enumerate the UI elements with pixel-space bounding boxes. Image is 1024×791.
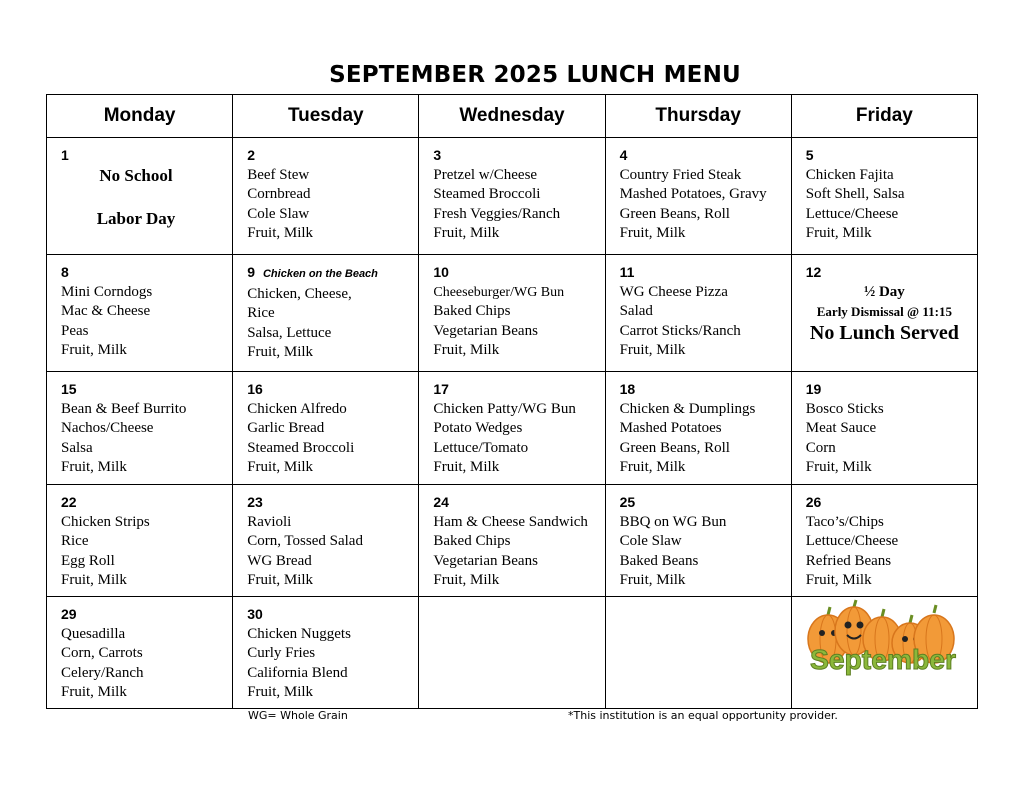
menu-item: Fruit, Milk — [247, 572, 314, 588]
day-cell — [233, 372, 419, 485]
week-row — [47, 255, 978, 372]
footnote-wg: WG= Whole Grain — [248, 709, 348, 722]
menu-item: Fruit, Milk — [433, 225, 500, 241]
no-school-label: No School — [99, 165, 173, 185]
day-number: 5 — [805, 147, 814, 163]
menu-item: Vegetarian Beans — [433, 552, 538, 569]
menu-item: Fruit, Milk — [433, 459, 500, 475]
menu-item: Fruit, Milk — [61, 684, 127, 700]
footnote-equal-opportunity: *This institution is an equal opportunity provider. — [568, 709, 838, 722]
menu-item: Lettuce/Tomato — [433, 439, 529, 456]
menu-item: Cheeseburger/WG Bun — [433, 284, 565, 300]
day-number: 1 — [61, 147, 69, 163]
menu-item: Carrot Sticks/Ranch — [619, 322, 741, 339]
menu-item: Salsa, Lettuce — [247, 324, 332, 341]
menu-item: Chicken Nuggets — [247, 625, 351, 642]
menu-item: Fruit, Milk — [619, 572, 686, 588]
menu-item: Rice — [61, 533, 89, 549]
day-number-with-note — [247, 263, 418, 285]
menu-item: Chicken & Dumplings — [619, 400, 756, 417]
menu-item: Fruit, Milk — [805, 225, 872, 241]
weekday-header-row — [47, 95, 978, 138]
menu-item: Ham & Cheese Sandwich — [433, 513, 588, 530]
day-cell — [605, 138, 791, 255]
day-cell — [419, 485, 605, 597]
menu-item: Fruit, Milk — [619, 225, 686, 241]
empty-day-cell — [605, 597, 791, 709]
menu-item: Fruit, Milk — [433, 342, 500, 358]
menu-item: Fruit, Milk — [61, 459, 127, 475]
menu-item: Fruit, Milk — [61, 342, 127, 358]
day-number: 25 — [619, 494, 636, 510]
menu-item: Fruit, Milk — [433, 572, 500, 588]
day-number: 26 — [805, 494, 822, 510]
menu-item: Cornbread — [247, 186, 311, 202]
day-number: 2 — [247, 147, 255, 163]
menu-item: Chicken Strips — [61, 513, 150, 530]
menu-item: Garlic Bread — [247, 420, 325, 436]
day-number: 10 — [433, 264, 449, 280]
day-number: 29 — [61, 606, 77, 622]
day-cell — [419, 372, 605, 485]
day-cell — [605, 372, 791, 485]
clipart-cell — [791, 597, 977, 709]
menu-item: Green Beans, Roll — [619, 205, 730, 222]
menu-item: Green Beans, Roll — [619, 439, 730, 456]
header-monday: Monday — [47, 95, 233, 138]
menu-item: Chicken Alfredo — [247, 400, 347, 417]
menu-item: Steamed Broccoli — [433, 186, 541, 202]
menu-item: Ravioli — [247, 513, 292, 530]
day-cell — [419, 255, 605, 372]
menu-item: Corn, Carrots — [61, 645, 143, 661]
menu-item: Cole Slaw — [247, 205, 310, 222]
menu-item: Chicken Fajita — [805, 166, 894, 183]
day-number: 16 — [247, 381, 263, 397]
menu-item: Baked Beans — [619, 552, 699, 569]
menu-item: Fruit, Milk — [619, 459, 686, 475]
menu-item: Corn, Tossed Salad — [247, 533, 363, 549]
menu-item: Bean & Beef Burrito — [61, 400, 187, 417]
menu-item: Beef Stew — [247, 166, 310, 183]
menu-item: Egg Roll — [61, 552, 115, 569]
day-cell — [47, 255, 233, 372]
menu-item: Lettuce/Cheese — [805, 205, 899, 222]
lunch-menu-table — [46, 94, 978, 709]
day-number: 15 — [61, 381, 77, 397]
header-tuesday: Tuesday — [233, 95, 419, 138]
day-cell — [47, 597, 233, 709]
day-cell — [605, 485, 791, 597]
pumpkins-clipart — [806, 599, 962, 687]
holiday-label: Labor Day — [96, 209, 176, 228]
menu-item: Fruit, Milk — [247, 344, 314, 360]
no-lunch-label: No Lunch Served — [809, 321, 959, 344]
page-title: SEPTEMBER 2025 LUNCH MENU — [329, 62, 741, 88]
menu-item: Salsa — [61, 439, 93, 456]
menu-item: Mac & Cheese — [61, 303, 151, 319]
menu-item: Mini Corndogs — [61, 283, 153, 300]
menu-item: California Blend — [247, 664, 348, 681]
week-row — [47, 372, 978, 485]
menu-item: Fruit, Milk — [805, 572, 872, 588]
menu-item: Chicken Patty/WG Bun — [433, 400, 576, 417]
day-cell — [233, 138, 419, 255]
day-cell — [47, 485, 233, 597]
menu-item: Taco’s/Chips — [805, 513, 884, 530]
week-row — [47, 485, 978, 597]
menu-item: Rice — [247, 305, 275, 321]
day-cell — [233, 485, 419, 597]
day-number: 30 — [247, 606, 263, 622]
menu-item: BBQ on WG Bun — [619, 513, 727, 530]
day-cell — [419, 138, 605, 255]
day-number: 3 — [433, 147, 442, 163]
menu-item: Curly Fries — [247, 645, 316, 661]
day-number: 18 — [619, 381, 636, 397]
early-dismissal-label: Early Dismissal @ 11:15 — [816, 304, 952, 319]
day-cell — [791, 255, 977, 372]
week-row — [47, 138, 978, 255]
day-number: 22 — [61, 494, 77, 510]
day-number: 11 — [619, 264, 635, 280]
menu-item: WG Cheese Pizza — [619, 283, 728, 300]
menu-item: Mashed Potatoes, Gravy — [619, 186, 767, 202]
day-cell — [233, 255, 419, 372]
day-cell — [47, 138, 233, 255]
day-number: 17 — [433, 381, 449, 397]
menu-item: Fruit, Milk — [247, 225, 314, 241]
menu-item: Pretzel w/Cheese — [433, 166, 538, 183]
half-day-label: ½ Day — [863, 283, 905, 300]
menu-item: Fruit, Milk — [247, 459, 314, 475]
menu-item: Chicken, Cheese, — [247, 285, 352, 302]
menu-item: Mashed Potatoes — [619, 420, 722, 436]
week-row — [47, 597, 978, 709]
menu-item: Fruit, Milk — [805, 459, 872, 475]
menu-item: Meat Sauce — [805, 420, 877, 436]
header-wednesday: Wednesday — [419, 95, 605, 138]
menu-item: Corn — [805, 439, 836, 456]
day-cell — [791, 372, 977, 485]
menu-item: Fresh Veggies/Ranch — [433, 205, 561, 222]
menu-item: Bosco Sticks — [805, 400, 884, 417]
menu-item: Peas — [61, 322, 89, 339]
day-number: 23 — [247, 494, 263, 510]
menu-item: Salad — [619, 303, 653, 319]
day-cell — [233, 597, 419, 709]
day-number: 19 — [805, 381, 822, 397]
empty-day-cell — [419, 597, 605, 709]
menu-item: Refried Beans — [805, 552, 892, 569]
header-thursday: Thursday — [605, 95, 791, 138]
day-number: 8 — [61, 264, 69, 280]
menu-item: Baked Chips — [433, 303, 511, 319]
menu-item: Steamed Broccoli — [247, 439, 355, 456]
menu-item: Cole Slaw — [619, 533, 682, 549]
menu-item: Fruit, Milk — [61, 572, 127, 588]
header-friday: Friday — [791, 95, 977, 138]
day-number: 9 — [247, 264, 255, 280]
menu-item: Fruit, Milk — [247, 684, 314, 700]
clipart-text: September — [809, 644, 956, 675]
day-number: 24 — [433, 494, 449, 510]
menu-item: Baked Chips — [433, 533, 511, 549]
menu-item: Celery/Ranch — [61, 664, 144, 681]
menu-item: Soft Shell, Salsa — [805, 186, 905, 202]
day-cell — [791, 485, 977, 597]
day-cell — [47, 372, 233, 485]
menu-item: Potato Wedges — [433, 420, 523, 436]
day-cell — [791, 138, 977, 255]
theme-note: Chicken on the Beach — [262, 268, 378, 280]
menu-item: Lettuce/Cheese — [805, 533, 899, 549]
menu-item: Country Fried Steak — [619, 166, 742, 183]
day-number: 12 — [805, 264, 822, 280]
menu-item: Fruit, Milk — [619, 342, 686, 358]
menu-item: Quesadilla — [61, 625, 126, 642]
menu-item: Nachos/Cheese — [61, 420, 154, 436]
menu-item: Vegetarian Beans — [433, 322, 538, 339]
day-cell — [605, 255, 791, 372]
day-number: 4 — [619, 147, 628, 163]
menu-item: WG Bread — [247, 552, 312, 569]
